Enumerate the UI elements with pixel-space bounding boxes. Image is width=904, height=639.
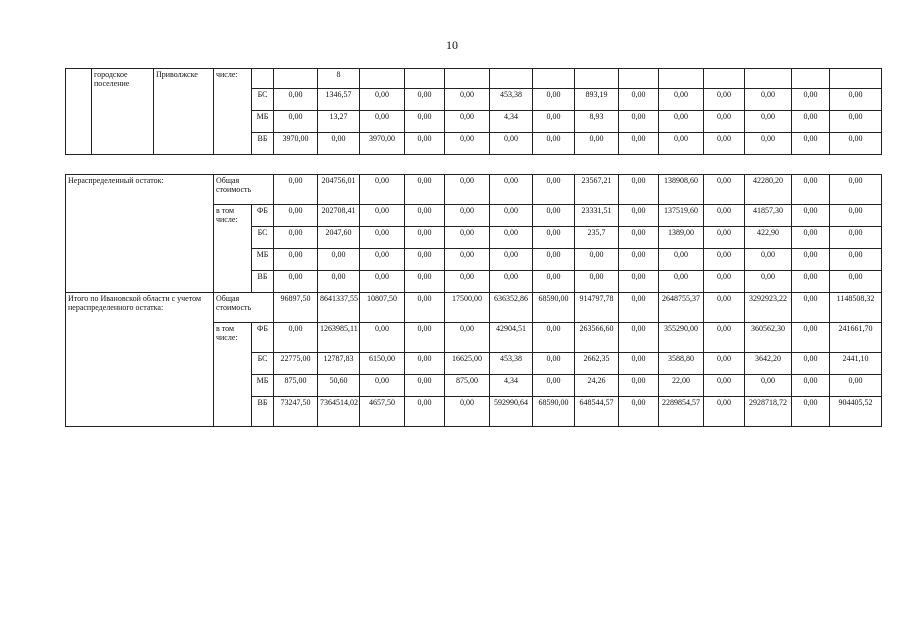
value-cell	[704, 69, 745, 89]
row-label: МБ	[252, 249, 274, 271]
value-cell: 648544,57	[575, 397, 619, 427]
value-cell: 0,00	[318, 133, 360, 155]
value-cell: 0,00	[490, 249, 533, 271]
value-cell: 0,00	[792, 89, 830, 111]
value-cell	[792, 69, 830, 89]
value-cell	[490, 69, 533, 89]
value-cell: 0,00	[405, 89, 445, 111]
value-cell: 0,00	[445, 175, 490, 205]
value-cell: 0,00	[619, 111, 659, 133]
value-cell: 0,00	[274, 111, 318, 133]
value-cell: 0,00	[445, 227, 490, 249]
value-cell: 0,00	[659, 271, 704, 293]
value-cell: 0,00	[405, 271, 445, 293]
value-cell: 3642,20	[745, 353, 792, 375]
value-cell: 592990,64	[490, 397, 533, 427]
value-cell: 202708,41	[318, 205, 360, 227]
page-number: 10	[446, 38, 458, 52]
row-label: БС	[252, 353, 274, 375]
value-cell: 0,00	[830, 133, 882, 155]
value-cell: 0,00	[533, 89, 575, 111]
value-cell: 0,00	[445, 133, 490, 155]
value-cell: 0,00	[830, 227, 882, 249]
value-cell: 0,00	[830, 375, 882, 397]
value-cell: 0,00	[360, 111, 405, 133]
value-cell: 2289854,57	[659, 397, 704, 427]
value-cell: 0,00	[445, 271, 490, 293]
municipality-name: Приволжске	[154, 69, 214, 155]
row-label: БС	[252, 89, 274, 111]
value-cell: 0,00	[533, 175, 575, 205]
value-cell: 13,27	[318, 111, 360, 133]
value-cell: 2441,10	[830, 353, 882, 375]
value-cell: 893,19	[575, 89, 619, 111]
value-cell: 73247,50	[274, 397, 318, 427]
value-cell: 17500,00	[445, 293, 490, 323]
value-cell: 22,00	[659, 375, 704, 397]
value-cell: 2928718,72	[745, 397, 792, 427]
value-cell: 4,34	[490, 375, 533, 397]
value-cell: 2648755,37	[659, 293, 704, 323]
value-cell: 1148508,32	[830, 293, 882, 323]
total-cost-label: Общая стоимость	[214, 293, 274, 323]
blank-cell	[252, 69, 274, 89]
value-cell	[445, 69, 490, 89]
row-label: ФБ	[252, 323, 274, 353]
value-cell: 0,00	[704, 175, 745, 205]
value-cell: 0,00	[659, 89, 704, 111]
value-cell: 0,00	[619, 353, 659, 375]
value-cell: 0,00	[490, 205, 533, 227]
value-cell: 204756,01	[318, 175, 360, 205]
value-cell: 0,00	[830, 111, 882, 133]
value-cell: 0,00	[360, 249, 405, 271]
value-cell: 0,00	[792, 353, 830, 375]
value-cell: 0,00	[274, 175, 318, 205]
row-label: МБ	[252, 375, 274, 397]
value-cell: 914797,78	[575, 293, 619, 323]
value-cell: 0,00	[274, 323, 318, 353]
value-cell: 0,00	[533, 271, 575, 293]
value-cell: 0,00	[533, 249, 575, 271]
value-cell: 0,00	[533, 227, 575, 249]
value-cell: 50,60	[318, 375, 360, 397]
value-cell: 0,00	[274, 205, 318, 227]
value-cell: 8	[318, 69, 360, 89]
value-cell: 2047,60	[318, 227, 360, 249]
value-cell: 0,00	[405, 205, 445, 227]
value-cell: 0,00	[405, 293, 445, 323]
table-row	[66, 175, 882, 205]
value-cell: 68590,00	[533, 397, 575, 427]
value-cell: 23567,21	[575, 175, 619, 205]
value-cell: 0,00	[360, 175, 405, 205]
value-cell: 3588,80	[659, 353, 704, 375]
value-cell: 0,00	[830, 175, 882, 205]
value-cell: 0,00	[445, 323, 490, 353]
value-cell: 0,00	[405, 249, 445, 271]
value-cell: 0,00	[830, 89, 882, 111]
municipality-type: городское поселение	[92, 69, 154, 155]
value-cell: 1263985,11	[318, 323, 360, 353]
value-cell: 0,00	[490, 175, 533, 205]
value-cell: 904405,52	[830, 397, 882, 427]
value-cell: 0,00	[745, 89, 792, 111]
value-cell: 0,00	[619, 271, 659, 293]
value-cell: 68590,00	[533, 293, 575, 323]
value-cell	[745, 69, 792, 89]
value-cell: 0,00	[792, 111, 830, 133]
value-cell: 0,00	[619, 227, 659, 249]
value-cell: 42280,20	[745, 175, 792, 205]
value-cell: 0,00	[445, 89, 490, 111]
value-cell: 0,00	[405, 111, 445, 133]
value-cell: 0,00	[704, 397, 745, 427]
value-cell: 0,00	[405, 353, 445, 375]
row-label: ВБ	[252, 397, 274, 427]
value-cell: 0,00	[360, 89, 405, 111]
value-cell: 0,00	[575, 249, 619, 271]
value-cell	[659, 69, 704, 89]
value-cell: 0,00	[792, 227, 830, 249]
value-cell: 0,00	[792, 205, 830, 227]
value-cell: 0,00	[405, 227, 445, 249]
value-cell: 6150,00	[360, 353, 405, 375]
value-cell: 0,00	[745, 271, 792, 293]
value-cell: 0,00	[830, 205, 882, 227]
value-cell: 0,00	[830, 271, 882, 293]
value-cell: 0,00	[490, 133, 533, 155]
including-label: числе:	[214, 69, 252, 155]
value-cell: 0,00	[533, 353, 575, 375]
value-cell: 0,00	[533, 205, 575, 227]
value-cell: 24,26	[575, 375, 619, 397]
value-cell: 0,00	[659, 133, 704, 155]
value-cell: 8,93	[575, 111, 619, 133]
value-cell: 0,00	[704, 271, 745, 293]
value-cell: 0,00	[792, 133, 830, 155]
value-cell: 10807,50	[360, 293, 405, 323]
value-cell: 23331,51	[575, 205, 619, 227]
value-cell: 636352,86	[490, 293, 533, 323]
row-label: ВБ	[252, 271, 274, 293]
value-cell: 0,00	[360, 323, 405, 353]
value-cell: 0,00	[405, 397, 445, 427]
table-row	[66, 293, 882, 323]
value-cell: 0,00	[745, 375, 792, 397]
value-cell: 0,00	[360, 375, 405, 397]
value-cell: 8641337,55	[318, 293, 360, 323]
value-cell: 0,00	[360, 205, 405, 227]
row-label: ФБ	[252, 205, 274, 227]
value-cell: 1389,00	[659, 227, 704, 249]
value-cell: 0,00	[274, 227, 318, 249]
value-cell: 0,00	[704, 133, 745, 155]
value-cell: 0,00	[792, 175, 830, 205]
value-cell: 16625,00	[445, 353, 490, 375]
value-cell: 7364514,02	[318, 397, 360, 427]
table-row	[66, 69, 882, 89]
value-cell: 0,00	[490, 227, 533, 249]
total-cost-label: Общая стоимость	[214, 175, 274, 205]
value-cell: 875,00	[274, 375, 318, 397]
value-cell: 0,00	[619, 205, 659, 227]
municipality-table	[65, 68, 882, 155]
value-cell: 0,00	[792, 397, 830, 427]
value-cell: 0,00	[619, 89, 659, 111]
value-cell: 0,00	[445, 205, 490, 227]
value-cell: 422,90	[745, 227, 792, 249]
value-cell: 137519,60	[659, 205, 704, 227]
value-cell: 0,00	[274, 271, 318, 293]
value-cell: 0,00	[704, 227, 745, 249]
value-cell: 0,00	[792, 293, 830, 323]
value-cell	[830, 69, 882, 89]
value-cell: 2662,35	[575, 353, 619, 375]
summary-table	[65, 174, 882, 427]
row-label: МБ	[252, 111, 274, 133]
value-cell: 0,00	[704, 293, 745, 323]
value-cell: 0,00	[274, 249, 318, 271]
value-cell: 0,00	[405, 375, 445, 397]
value-cell	[619, 69, 659, 89]
value-cell: 0,00	[704, 205, 745, 227]
value-cell	[405, 69, 445, 89]
value-cell: 0,00	[704, 353, 745, 375]
value-cell: 0,00	[533, 323, 575, 353]
row-label: ВБ	[252, 133, 274, 155]
value-cell: 0,00	[575, 133, 619, 155]
value-cell: 0,00	[619, 397, 659, 427]
value-cell: 0,00	[575, 271, 619, 293]
value-cell: 0,00	[619, 249, 659, 271]
value-cell	[533, 69, 575, 89]
value-cell: 0,00	[792, 249, 830, 271]
value-cell: 0,00	[405, 133, 445, 155]
value-cell	[575, 69, 619, 89]
value-cell: 0,00	[704, 89, 745, 111]
section-title: Итого по Ивановской области с учетом нераспределенного остатка:	[66, 293, 214, 427]
value-cell: 0,00	[792, 375, 830, 397]
value-cell: 0,00	[318, 249, 360, 271]
value-cell: 42904,51	[490, 323, 533, 353]
value-cell: 355290,00	[659, 323, 704, 353]
value-cell: 4657,50	[360, 397, 405, 427]
value-cell: 0,00	[792, 271, 830, 293]
value-cell: 0,00	[490, 271, 533, 293]
value-cell: 0,00	[445, 397, 490, 427]
value-cell	[274, 69, 318, 89]
value-cell: 0,00	[405, 323, 445, 353]
value-cell: 3292923,22	[745, 293, 792, 323]
value-cell: 0,00	[405, 175, 445, 205]
value-cell: 0,00	[745, 133, 792, 155]
value-cell: 0,00	[445, 111, 490, 133]
value-cell: 0,00	[445, 249, 490, 271]
value-cell: 0,00	[533, 111, 575, 133]
value-cell: 0,00	[704, 249, 745, 271]
value-cell: 263566,60	[575, 323, 619, 353]
value-cell: 453,38	[490, 89, 533, 111]
section-title: Нераспределенный остаток:	[66, 175, 214, 293]
value-cell: 12787,83	[318, 353, 360, 375]
including-label: в том числе:	[214, 323, 252, 427]
value-cell: 0,00	[704, 111, 745, 133]
value-cell	[360, 69, 405, 89]
value-cell: 0,00	[360, 227, 405, 249]
value-cell: 0,00	[745, 249, 792, 271]
value-cell: 0,00	[619, 133, 659, 155]
value-cell: 0,00	[619, 375, 659, 397]
value-cell: 0,00	[830, 249, 882, 271]
value-cell: 453,38	[490, 353, 533, 375]
value-cell: 0,00	[533, 133, 575, 155]
value-cell: 0,00	[745, 111, 792, 133]
value-cell: 0,00	[792, 323, 830, 353]
value-cell: 0,00	[704, 323, 745, 353]
value-cell: 0,00	[274, 89, 318, 111]
value-cell: 0,00	[360, 271, 405, 293]
value-cell: 360562,30	[745, 323, 792, 353]
value-cell: 0,00	[318, 271, 360, 293]
value-cell: 235,7	[575, 227, 619, 249]
value-cell: 875,00	[445, 375, 490, 397]
value-cell: 0,00	[619, 323, 659, 353]
value-cell: 0,00	[659, 111, 704, 133]
value-cell: 241661,70	[830, 323, 882, 353]
value-cell: 0,00	[533, 375, 575, 397]
value-cell: 0,00	[619, 175, 659, 205]
value-cell: 96897,50	[274, 293, 318, 323]
value-cell: 3970,00	[274, 133, 318, 155]
value-cell: 3970,00	[360, 133, 405, 155]
blank-cell	[66, 69, 92, 155]
value-cell: 0,00	[704, 375, 745, 397]
value-cell: 41857,30	[745, 205, 792, 227]
value-cell: 4,34	[490, 111, 533, 133]
including-label: в том числе:	[214, 205, 252, 293]
value-cell: 0,00	[659, 249, 704, 271]
row-label: БС	[252, 227, 274, 249]
value-cell: 0,00	[619, 293, 659, 323]
value-cell: 1346,57	[318, 89, 360, 111]
value-cell: 138908,60	[659, 175, 704, 205]
value-cell: 22775,00	[274, 353, 318, 375]
